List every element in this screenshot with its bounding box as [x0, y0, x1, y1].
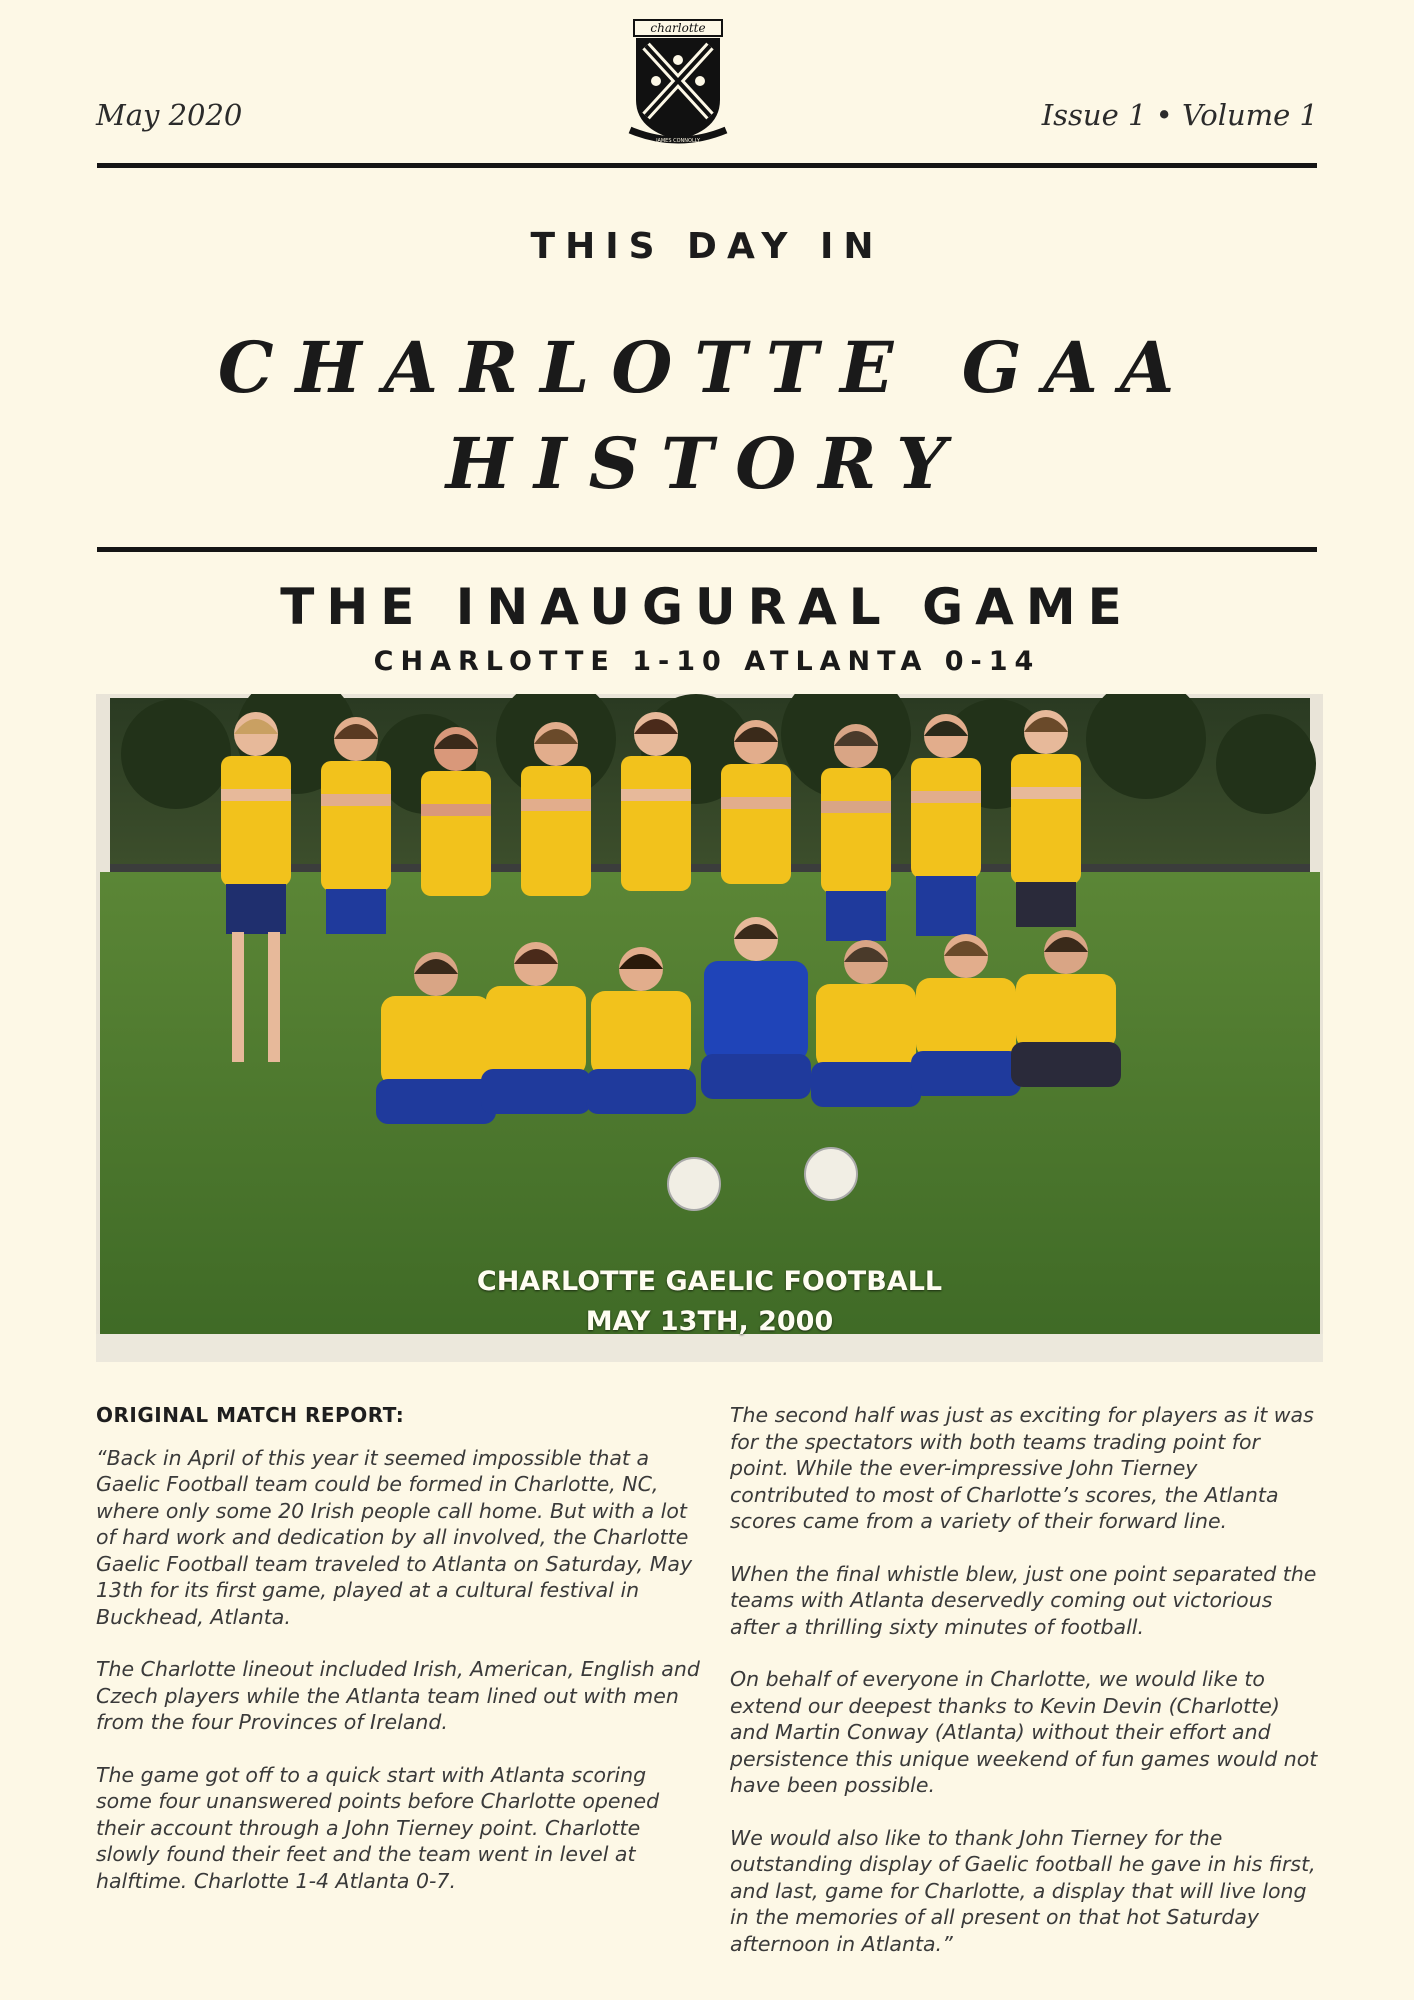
report-paragraph: We would also like to thank John Tierney for the outstanding display of Gaelic football he gave in his first, and last, game for Charlotte, a display that will live long in the memories of all present on that hot Saturday afternoon in Atlanta.”: [730, 1825, 1316, 1956]
report-paragraph: The Charlotte lineout included Irish, American, English and Czech players while the Atlanta team lined out with men from the four Provinces of Ireland.: [96, 1657, 700, 1734]
issue-date: May 2020: [96, 98, 243, 132]
football-2: [805, 1148, 857, 1200]
crest-text: charlotte: [650, 21, 706, 35]
headline-line-2: HISTORY: [445, 422, 969, 505]
report-paragraph: The game got off to a quick start with Atlanta scoring some four unanswered points before Charlotte opened their account through a John Tierney point. Charlotte slowly found their feet and the team went in level at halftime. Charlotte 1-4 Atlanta 0-7.: [96, 1762, 660, 1893]
photo-caption-line-2: MAY 13TH, 2000: [585, 1306, 834, 1337]
report-paragraph: On behalf of everyone in Charlotte, we would like to extend our deepest thanks to Kevin Devin (Charlotte) and Martin Conway (Atlanta) without their effort and persistence this unique weekend of fun games would not have been possible.: [730, 1667, 1318, 1797]
article-title: THE INAUGURAL GAME: [280, 578, 1134, 636]
issue-volume: Issue 1 • Volume 1: [1041, 98, 1318, 132]
photo-caption: [96, 1262, 1323, 1342]
club-crest-logo: [626, 18, 730, 148]
match-score: CHARLOTTE 1-10 ATLANTA 0-14: [373, 646, 1041, 677]
report-paragraph: “Back in April of this year it seemed impossible that a Gaelic Football team could be formed in Charlotte, NC, where only some 20 Irish people call home. But with a lot of hard work and dedication by all involved, the Charlotte Gaelic Football team traveled to Atlanta on Saturday, May 13th for its first game, played at a cultural festival in Buckhead, Atlanta.: [96, 1445, 693, 1629]
headline-line-1: CHARLOTTE GAA: [217, 326, 1197, 409]
report-heading: ORIGINAL MATCH REPORT:: [96, 1403, 405, 1427]
top-divider: [97, 163, 1317, 168]
report-column-right: [730, 1402, 1320, 1983]
team-photo: [96, 694, 1323, 1362]
headline: [0, 320, 1414, 512]
football-1: [668, 1158, 720, 1210]
kicker-title: THIS DAY IN: [530, 226, 884, 267]
report-paragraph: The second half was just as exciting for players as it was for the spectators with both teams trading point for point. While the ever-impressive John Tierney contributed to most of Charlotte’s scores, the Atlanta scores came from a variety of their forward line.: [730, 1403, 1314, 1533]
photo-caption-line-1: CHARLOTTE GAELIC FOOTBALL: [476, 1266, 943, 1297]
crest-subtext: JAMES CONNOLLY: [656, 138, 700, 144]
section-divider: [97, 547, 1317, 552]
report-column-left: [96, 1402, 706, 1920]
report-paragraph: When the final whistle blew, just one point separated the teams with Atlanta deservedly coming out victorious after a thrilling sixty minutes of football.: [730, 1561, 1317, 1639]
